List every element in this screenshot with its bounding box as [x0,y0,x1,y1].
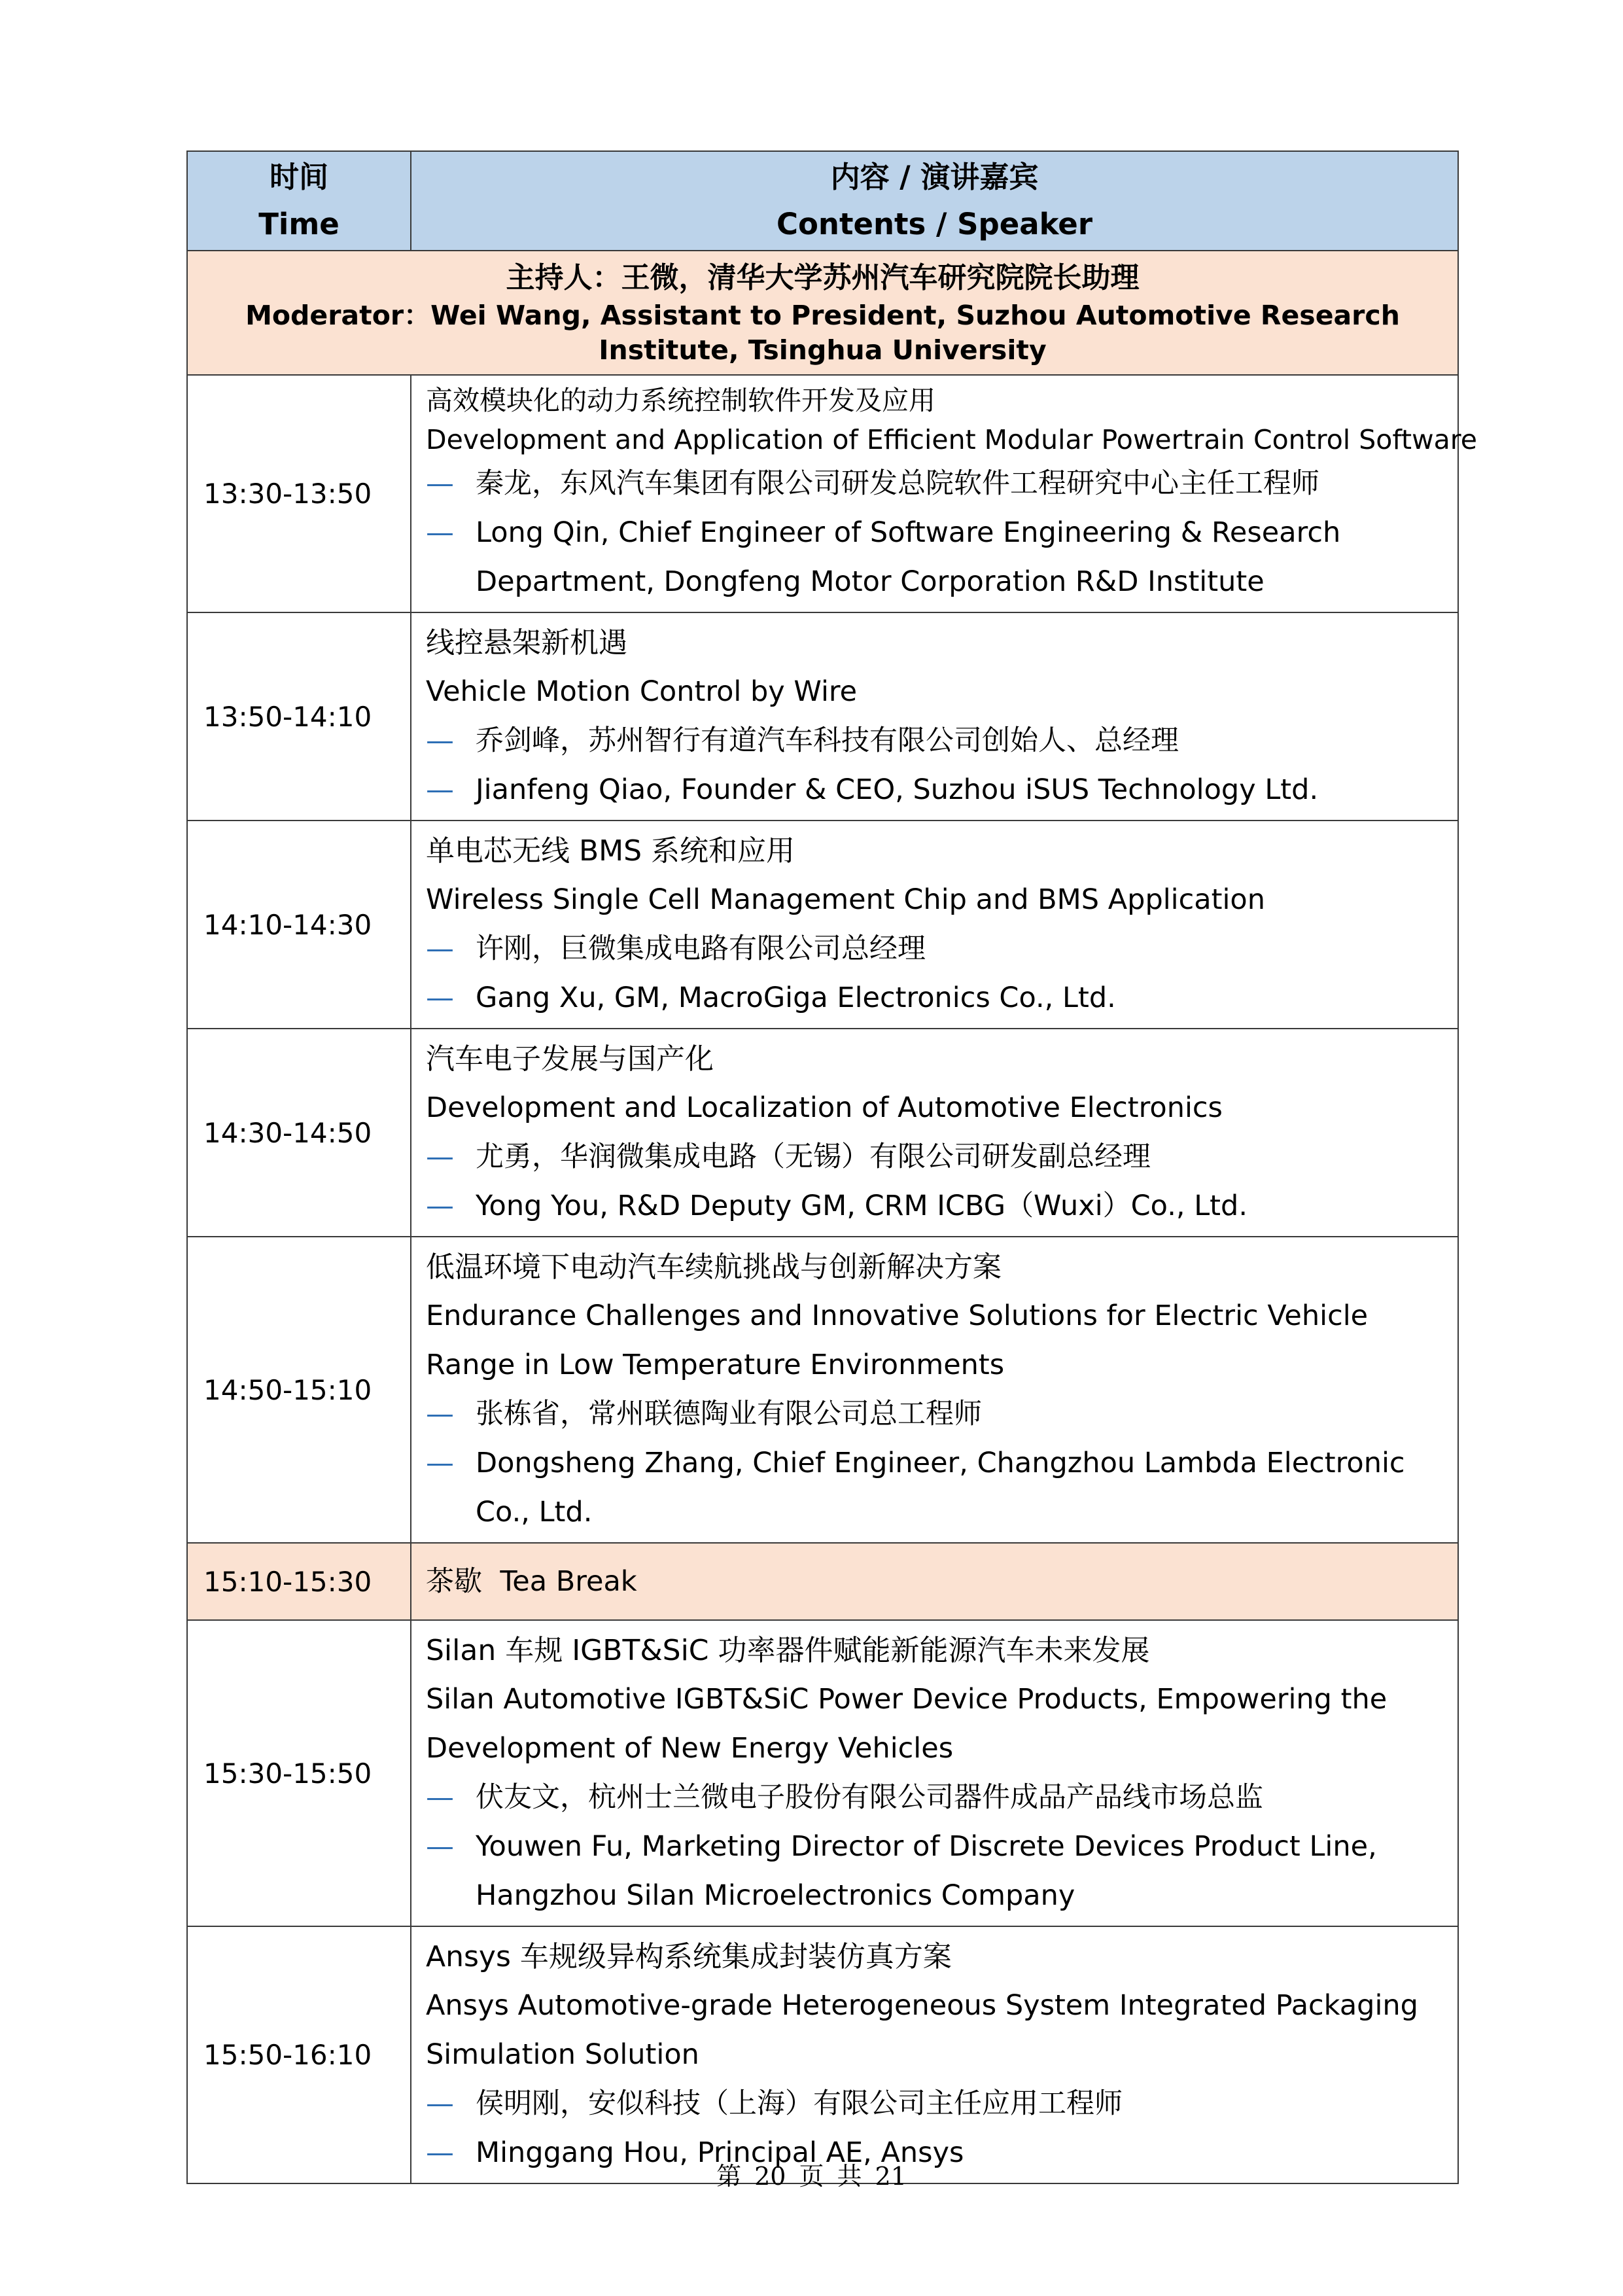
time-cell: 14:10-14:30 [187,821,411,1029]
dash-icon: — [426,1781,454,1814]
time-header-zh: 时间 [269,160,328,194]
footer-page-number: 20 [754,2162,786,2191]
speaker-zh: — 伏友文，杭州士兰微电子股份有限公司器件成品产品线市场总监 [426,1773,1442,1822]
table-row [187,1029,1458,1237]
time-cell: 14:50-15:10 [187,1237,411,1543]
dash-icon: — [426,1398,454,1430]
content-cell [411,1237,1458,1543]
content-header-en: Contents / Speaker [776,207,1093,241]
speaker-en: — Minggang Hou, Principal AE, Ansys [426,2128,1442,2178]
time-cell: 15:30-15:50 [187,1620,411,1926]
dash-icon: — [426,773,454,806]
time-cell: 15:50-16:10 [187,1926,411,2183]
dash-icon: — [426,724,454,757]
talk-title-zh: 单电芯无线 BMS 系统和应用 [426,834,795,868]
table-row [187,1926,1458,2183]
speaker-en: — Long Qin, Chief Engineer of Software Engineering & Research Department, Dongfeng Motor Corporation R&D Institute [426,508,1442,607]
footer-total-label: 共 [837,2162,862,2191]
moderator-zh: 主持人：王微，清华大学苏州汽车研究院院长助理 [506,261,1140,294]
table-row [187,1620,1458,1926]
dash-icon: — [426,2136,454,2169]
speaker-en: — Dongsheng Zhang, Chief Engineer, Changzhou Lambda Electronic Co., Ltd. [426,1439,1442,1537]
talk-title-zh: 低温环境下电动汽车续航挑战与创新解决方案 [426,1250,1002,1284]
speaker-en: — Jianfeng Qiao, Founder & CEO, Suzhou iSUS Technology Ltd. [426,766,1442,815]
table-row [187,375,1458,612]
time-cell: 13:50-14:10 [187,612,411,821]
tea-break-row [187,1543,1458,1620]
time-header-cell [187,151,411,251]
agenda-table [186,150,1477,2184]
footer-page-suffix: 页 [799,2162,824,2191]
content-header-zh: 内容 / 演讲嘉宾 [830,160,1039,194]
speaker-zh: — 尤勇，华润微集成电路（无锡）有限公司研发副总经理 [426,1133,1442,1182]
speaker-en: — Gang Xu, GM, MacroGiga Electronics Co., Ltd. [426,974,1442,1023]
content-cell [411,1543,1458,1620]
talk-title-en: Wireless Single Cell Management Chip and BMS Application [426,883,1265,916]
dash-icon: — [426,516,454,549]
talk-title-zh: 高效模块化的动力系统控制软件开发及应用 [426,385,935,416]
talk-title-zh: 汽车电子发展与国产化 [426,1042,714,1076]
speaker-zh: — 张栋省，常州联德陶业有限公司总工程师 [426,1390,1442,1439]
table-row [187,821,1458,1029]
table-header-row [187,151,1458,251]
talk-title-zh: 线控悬架新机遇 [426,626,627,660]
moderator-row [187,251,1458,375]
dash-icon: — [426,2087,454,2120]
talk-title-en: Ansys Automotive-grade Heterogeneous System Integrated Packaging Simulation Solution [426,1989,1418,2071]
dash-icon: — [426,467,454,500]
content-header-cell [411,151,1458,251]
content-cell [411,821,1458,1029]
speaker-zh: — 秦龙，东风汽车集团有限公司研发总院软件工程研究中心主任工程师 [426,459,1442,508]
speaker-zh: — 侯明刚，安似科技（上海）有限公司主任应用工程师 [426,2079,1442,2128]
moderator-en: Moderator：Wei Wang, Assistant to President, Suzhou Automotive Research Institute, Tsinghua University [245,300,1400,366]
time-cell: 15:10-15:30 [187,1543,411,1620]
talk-title-zh: Silan 车规 IGBT&SiC 功率器件赋能新能源汽车未来发展 [426,1634,1150,1667]
content-cell [411,1926,1458,2183]
dash-icon: — [426,1190,454,1222]
footer-page-label: 第 [716,2162,742,2191]
content-cell [411,1620,1458,1926]
content-cell [411,612,1458,821]
content-cell [411,1029,1458,1237]
dash-icon: — [426,1140,454,1173]
time-cell: 13:30-13:50 [187,375,411,612]
dash-icon: — [426,1447,454,1479]
table-row [187,1237,1458,1543]
talk-title-zh: Ansys 车规级异构系统集成封装仿真方案 [426,1940,952,1973]
speaker-en: — Youwen Fu, Marketing Director of Discrete Devices Product Line, Hangzhou Silan Microelectronics Company [426,1822,1442,1920]
speaker-zh: — 许刚，巨微集成电路有限公司总经理 [426,925,1442,974]
table-row [187,612,1458,821]
dash-icon: — [426,932,454,965]
page-footer [0,2156,1623,2192]
speaker-zh: — 乔剑峰，苏州智行有道汽车科技有限公司创始人、总经理 [426,716,1442,766]
talk-title-en: Development and Localization of Automotive Electronics [426,1091,1223,1124]
speaker-en: — Yong You, R&D Deputy GM, CRM ICBG（Wuxi）Co., Ltd. [426,1182,1442,1231]
time-header-en: Time [258,207,340,241]
time-cell: 14:30-14:50 [187,1029,411,1237]
talk-title-en: Silan Automotive IGBT&SiC Power Device Products, Empowering the Development of New Energy Vehicles [426,1683,1387,1765]
talk-title-en: Endurance Challenges and Innovative Solutions for Electric Vehicle Range in Low Temperature Environments [426,1299,1369,1381]
talk-title-en: Development and Application of Efficient Modular Powertrain Control Software [426,424,1477,455]
tea-break-label: 茶歇 Tea Break [426,1564,637,1598]
moderator-cell [187,251,1458,375]
footer-total-number: 21 [875,2162,907,2191]
content-cell [411,375,1477,612]
dash-icon: — [426,1830,454,1863]
dash-icon: — [426,981,454,1014]
talk-title-en: Vehicle Motion Control by Wire [426,675,858,708]
